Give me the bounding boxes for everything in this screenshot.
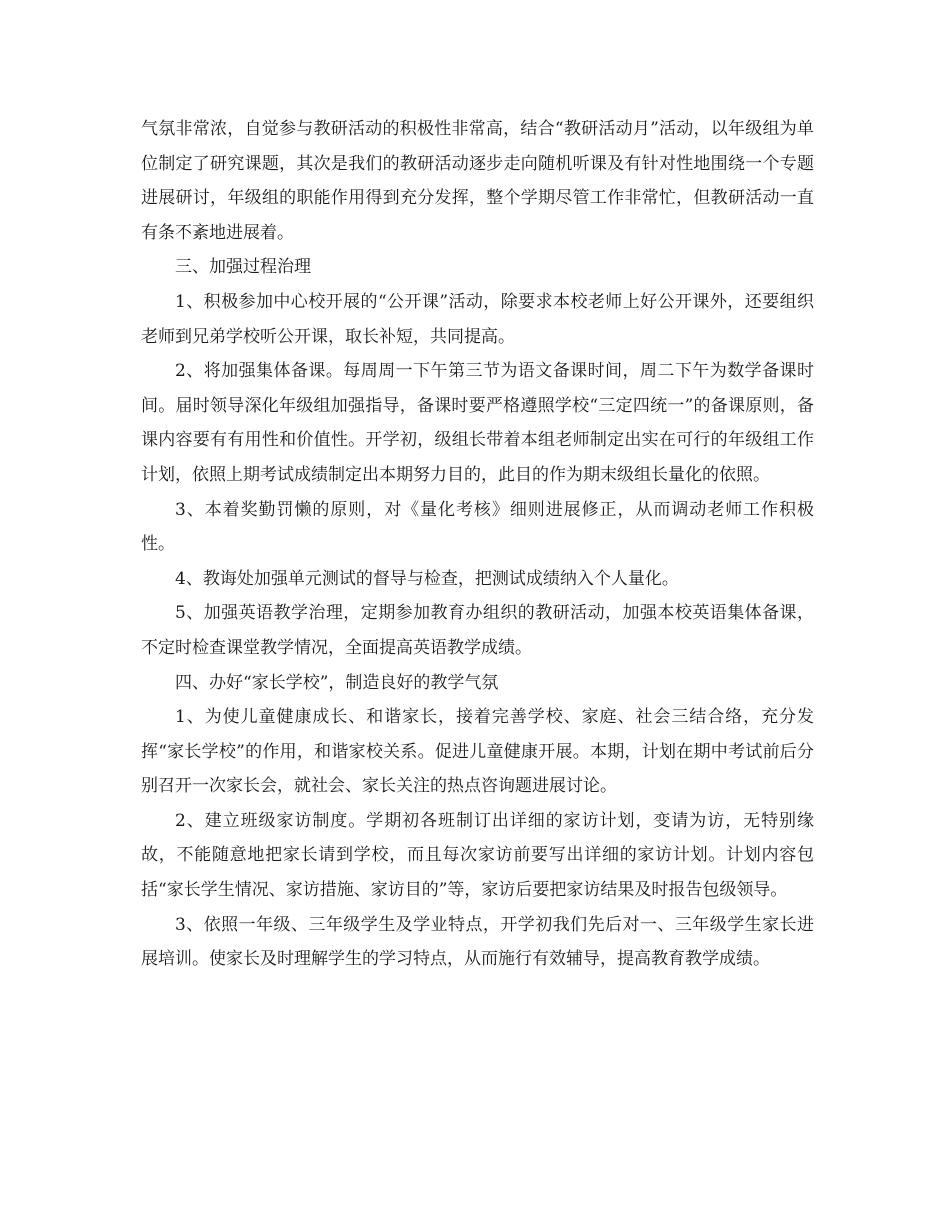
paragraph-item-2-home-visits: 2、建立班级家访制度。学期初各班制订出详细的家访计划，变请为访，无特别缘故，不能随意地把家长请到学校，而且每次家访前要写出详细的家访计划。计划内容包括“家长学生情况、家访措施、家访目的”等，家访后要把家访结果及时报告包级领导。 [141, 810, 814, 901]
paragraph-item-4-unit-tests: 4、教诲处加强单元测试的督导与检查，把测试成绩纳入个人量化。 [175, 568, 679, 589]
paragraph-item-5-english-teaching: 5、加强英语教学治理，定期参加教育办组织的教研活动，加强本校英语集体备课，不定时检查课堂教学情况，全面提高英语教学成绩。 [141, 603, 814, 658]
document-body [141, 112, 814, 977]
paragraph-item-3-assessment: 3、本着奖勤罚懒的原则，对《量化考核》细则进展修正，从而调动老师工作积极性。 [141, 499, 814, 555]
paragraph-item-3-parent-training: 3、依照一年级、三年级学生及学业特点，开学初我们先后对一、三年级学生家长进展培训。使家长及时理解学生的学习特点，从而施行有效辅导，提高教育教学成绩。 [141, 914, 814, 970]
paragraph-item-1-open-class: 1、积极参加中心校开展的“公开课”活动，除要求本校老师上好公开课外，还要组织老师到兄弟学校听公开课，取长补短，共同提高。 [141, 291, 814, 347]
paragraph-item-1-parent-meetings: 1、为使儿童健康成长、和谐家长，接着完善学校、家庭、社会三结合络，充分发挥“家长学校”的作用，和谐家校关系。促进儿童健康开展。本期，计划在期中考试前后分别召开一次家长会，就社会、家长关注的热点咨询题进展讨论。 [141, 707, 814, 797]
section-heading-parent-school: 四、办好“家长学校”，制造良好的教学气氛 [175, 672, 499, 693]
section-heading-process-management: 三、加强过程治理 [175, 257, 311, 278]
paragraph-continued: 气氛非常浓，自觉参与教研活动的积极性非常高，结合“教研活动月”活动，以年级组为单位制定了研究课题，其次是我们的教研活动逐步走向随机听课及有针对性地围绕一个专题进展研讨，年级组的职能作用得到充分发挥，整个学期尽管工作非常忙，但教研活动一直有条不紊地进展着。 [141, 119, 814, 243]
paragraph-item-2-collective-lesson-prep: 2、将加强集体备课。每周周一下午第三节为语文备课时间，周二下午为数学备课时间。届时领导深化年级组加强指导，备课时要严格遵照学校“三定四统一”的备课原则，备课内容要有有用性和价值性。开学初，级组长带着本组老师制定出实在可行的年级组工作计划，依照上期考试成绩制定出本期努力目的，此目的作为期末级组长量化的依照。 [141, 361, 814, 485]
